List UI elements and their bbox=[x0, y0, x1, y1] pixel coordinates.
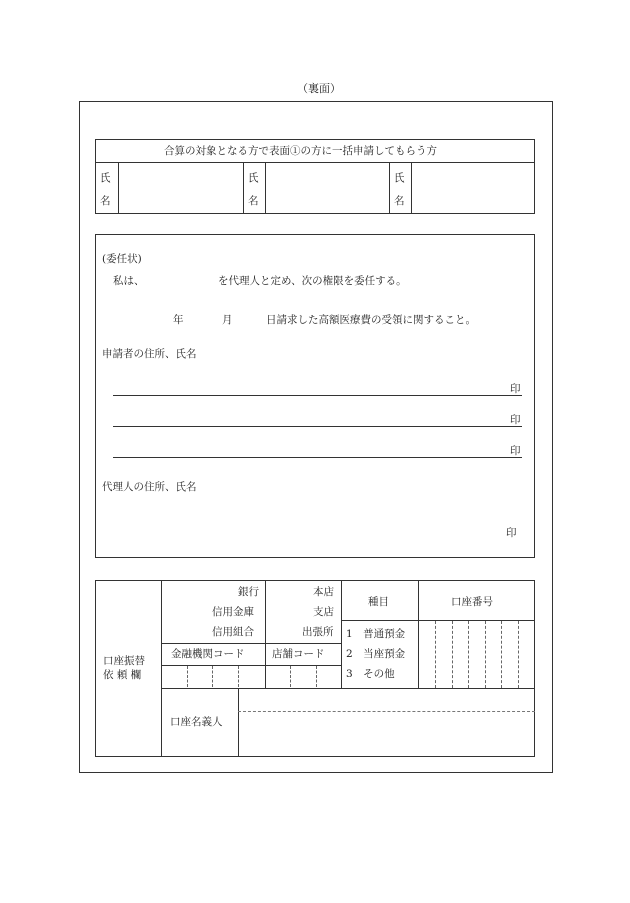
account-number-field[interactable] bbox=[419, 621, 534, 687]
name-label-mei-2: 名 bbox=[248, 195, 259, 207]
account-holder-label: 口座名義人 bbox=[170, 716, 223, 728]
account-holder-name-field[interactable] bbox=[239, 712, 534, 756]
account-holder-furigana-field[interactable] bbox=[239, 689, 534, 710]
agent-label: 代理人の住所、氏名 bbox=[102, 481, 197, 493]
account-type-other[interactable]: 3 その他 bbox=[346, 668, 395, 680]
name-label-shi-1: 氏 bbox=[100, 172, 111, 184]
branch-type-honten: 本店 bbox=[313, 586, 334, 598]
name-label-shi-2: 氏 bbox=[248, 172, 259, 184]
applicant-label: 申請者の住所、氏名 bbox=[102, 348, 197, 360]
date-month-label: 月 bbox=[222, 314, 233, 326]
account-type-ordinary[interactable]: 1 普通預金 bbox=[346, 628, 406, 640]
name-label-mei-3: 名 bbox=[394, 195, 405, 207]
page-title: （裏面） bbox=[297, 82, 341, 95]
account-type-current[interactable]: 2 当座預金 bbox=[346, 648, 406, 660]
combined-name-field-3[interactable] bbox=[412, 163, 534, 213]
transfer-request-label-2: 依 頼 欄 bbox=[103, 669, 142, 681]
transfer-request-label-1: 口座振替 bbox=[103, 655, 145, 667]
combined-name-field-2[interactable] bbox=[266, 163, 388, 213]
date-rest-text: 日請求した高額医療費の受領に関すること。 bbox=[266, 314, 476, 326]
bank-type-shinyo-kinko: 信用金庫 bbox=[212, 606, 254, 618]
branch-code-label: 店舗コード bbox=[272, 648, 325, 660]
account-type-header: 種目 bbox=[368, 596, 389, 608]
bank-type-shinyo-kumiai: 信用組合 bbox=[212, 626, 254, 638]
bank-type-ginko: 銀行 bbox=[238, 586, 259, 598]
applicant-address-line-1[interactable] bbox=[113, 378, 508, 395]
agent-address-field[interactable] bbox=[110, 500, 500, 540]
bank-name-field[interactable] bbox=[162, 581, 265, 641]
delegation-line1-suffix: を代理人と定め、次の権限を委任する。 bbox=[218, 275, 407, 287]
branch-type-shucchojo: 出張所 bbox=[302, 626, 334, 638]
claim-day-field[interactable] bbox=[238, 311, 264, 327]
date-year-label: 年 bbox=[173, 314, 184, 326]
seal-mark-3: 印 bbox=[510, 445, 521, 457]
branch-name-field[interactable] bbox=[266, 581, 340, 641]
combined-name-field-1[interactable] bbox=[119, 163, 242, 213]
claim-year-field[interactable] bbox=[140, 311, 170, 327]
seal-mark-agent: 印 bbox=[506, 527, 517, 539]
institution-code-field[interactable] bbox=[162, 666, 265, 687]
applicant-address-line-2[interactable] bbox=[113, 409, 508, 426]
seal-mark-2: 印 bbox=[510, 414, 521, 426]
name-label-mei-1: 名 bbox=[100, 195, 111, 207]
delegation-heading: (委任状) bbox=[102, 253, 142, 265]
seal-mark-1: 印 bbox=[510, 383, 521, 395]
branch-code-field[interactable] bbox=[266, 666, 340, 687]
applicant-address-line-3[interactable] bbox=[113, 440, 508, 457]
branch-type-shiten: 支店 bbox=[313, 606, 334, 618]
agent-name-field[interactable] bbox=[145, 272, 215, 288]
delegation-line1-prefix: 私は、 bbox=[113, 275, 145, 287]
account-number-header: 口座番号 bbox=[451, 596, 493, 608]
combined-applicants-title: 合算の対象となる方で表面①の方に一括申請してもらう方 bbox=[164, 145, 437, 157]
institution-code-label: 金融機関コード bbox=[171, 648, 245, 660]
name-label-shi-3: 氏 bbox=[394, 172, 405, 184]
claim-month-field[interactable] bbox=[190, 311, 220, 327]
